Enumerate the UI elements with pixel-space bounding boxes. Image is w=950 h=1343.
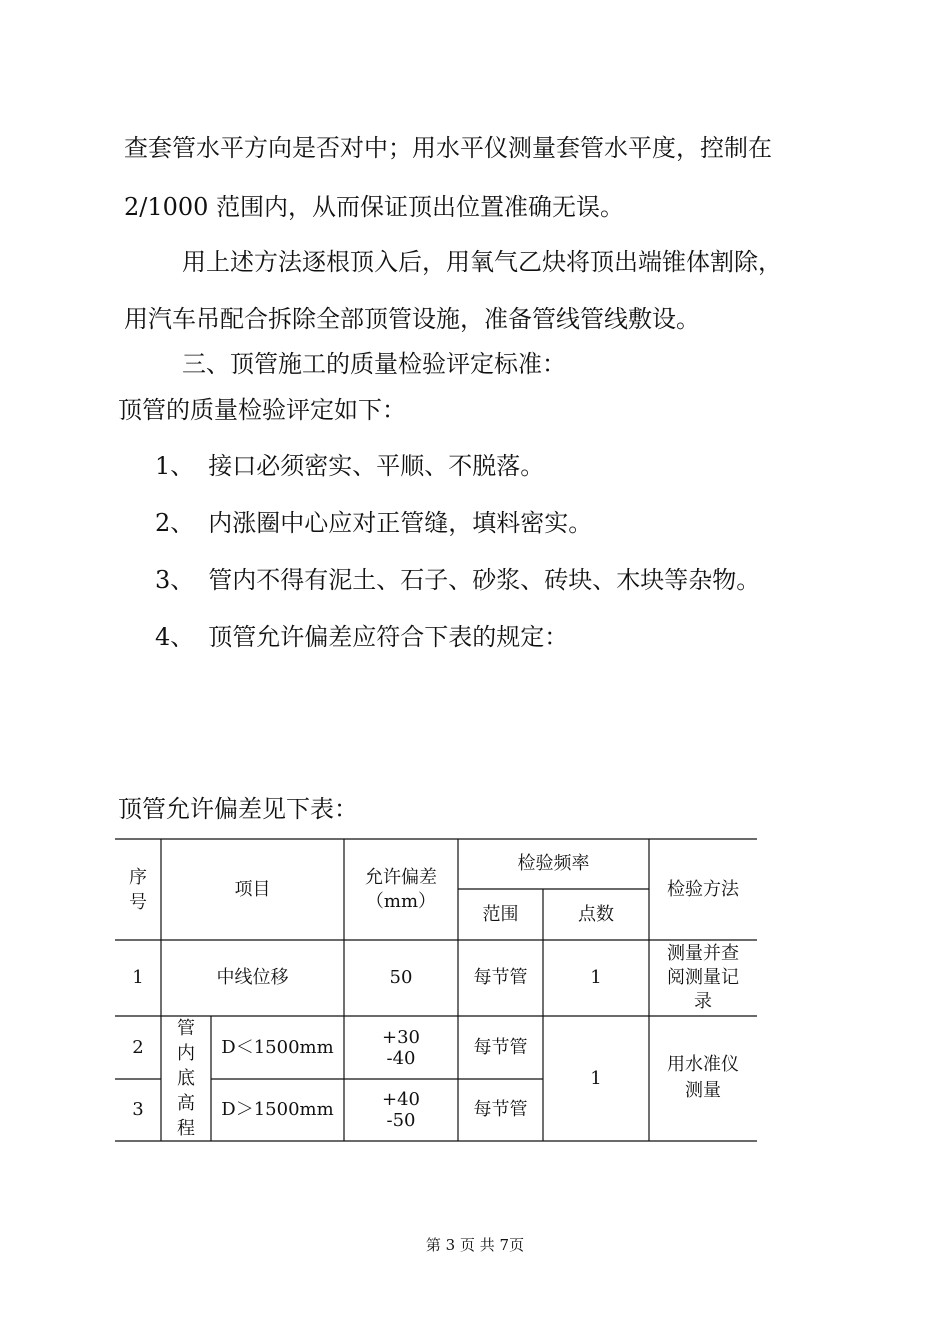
row2-tolerance-lower: -40	[386, 1047, 416, 1069]
paragraph-line: 用上述方法逐根顶入后，用氧气乙炔将顶出端锥体割除，	[182, 248, 782, 276]
merged-item-char: 管	[177, 1018, 195, 1039]
row3-seq: 3	[132, 1099, 144, 1120]
header-seq	[115, 839, 161, 940]
list-number: 3、	[155, 566, 195, 594]
row1-method-line: 测量并查	[667, 943, 739, 964]
row1-seq: 1	[132, 967, 144, 988]
list-item	[155, 508, 592, 538]
header-tolerance	[344, 839, 458, 940]
paragraph-line: 用汽车吊配合拆除全部顶管设施，准备管线管线敷设。	[124, 305, 700, 333]
list-text: 顶管允许偏差应符合下表的规定：	[208, 623, 569, 651]
row2-seq: 2	[132, 1036, 144, 1058]
row2-range: 每节管	[473, 1036, 528, 1058]
row1-method-line: 阅测量记	[667, 967, 739, 988]
header-seq-line: 序	[129, 866, 147, 888]
table-caption: 顶管允许偏差见下表：	[118, 795, 358, 823]
header-tolerance-line: （mm）	[365, 890, 437, 912]
row2-tolerance	[344, 1016, 458, 1079]
header-method: 检验方法	[667, 878, 739, 900]
header-item: 项目	[234, 878, 271, 900]
header-frequency: 检验频率	[517, 853, 590, 874]
section-heading: 三、顶管施工的质量检验评定标准：	[182, 350, 566, 378]
header-tolerance-line: 允许偏差	[365, 866, 437, 888]
header-seq-line: 号	[129, 891, 147, 913]
merged-points-value: 1	[590, 1068, 602, 1089]
merged-item-label	[161, 1016, 211, 1141]
row3-tolerance-lower: -50	[386, 1110, 416, 1131]
list-number: 4、	[155, 623, 195, 651]
row3-tolerance	[344, 1079, 458, 1141]
row1-method-line: 录	[694, 991, 712, 1012]
row1-tolerance: 50	[389, 967, 413, 988]
list-item	[155, 451, 544, 481]
paragraph-line: 2/1000 范围内，从而保证顶出位置准确无误。	[124, 193, 625, 221]
merged-item-char: 内	[177, 1043, 195, 1064]
merged-item-char: 程	[177, 1118, 195, 1139]
intro-line: 顶管的质量检验评定如下：	[118, 396, 406, 424]
row3-range: 每节管	[473, 1099, 528, 1120]
paragraph-line: 查套管水平方向是否对中；用水平仪测量套管水平度，控制在	[124, 134, 772, 162]
list-number: 2、	[155, 509, 195, 537]
row3-sub-item: D＞1500mm	[221, 1099, 334, 1120]
row2-sub-item: D＜1500mm	[221, 1036, 334, 1058]
merged-method-line: 用水准仪	[667, 1054, 739, 1075]
merged-item-char: 底	[177, 1068, 195, 1089]
list-item	[155, 565, 760, 595]
list-item	[155, 622, 568, 652]
merged-points	[543, 1016, 649, 1141]
list-text: 接口必须密实、平顺、不脱落。	[208, 452, 545, 480]
list-text: 管内不得有泥土、石子、砂浆、砖块、木块等杂物。	[208, 566, 761, 594]
page-footer: 第 3 页 共 7页	[425, 1236, 525, 1254]
list-text: 内涨圈中心应对正管缝，填料密实。	[208, 509, 593, 537]
row3-tolerance-upper: +40	[382, 1089, 420, 1110]
tolerance-table	[115, 838, 757, 1142]
merged-method	[649, 1016, 757, 1141]
row1-range: 每节管	[473, 967, 528, 988]
row1-item: 中线位移	[216, 967, 289, 988]
list-number: 1、	[155, 452, 195, 480]
merged-item-char: 高	[177, 1093, 195, 1114]
header-frequency-range: 范围	[482, 903, 519, 925]
row1-method	[649, 940, 757, 1016]
merged-method-line: 测量	[685, 1080, 721, 1101]
row2-tolerance-upper: +30	[382, 1026, 420, 1048]
header-frequency-points: 点数	[578, 903, 614, 925]
row1-points: 1	[590, 967, 602, 988]
